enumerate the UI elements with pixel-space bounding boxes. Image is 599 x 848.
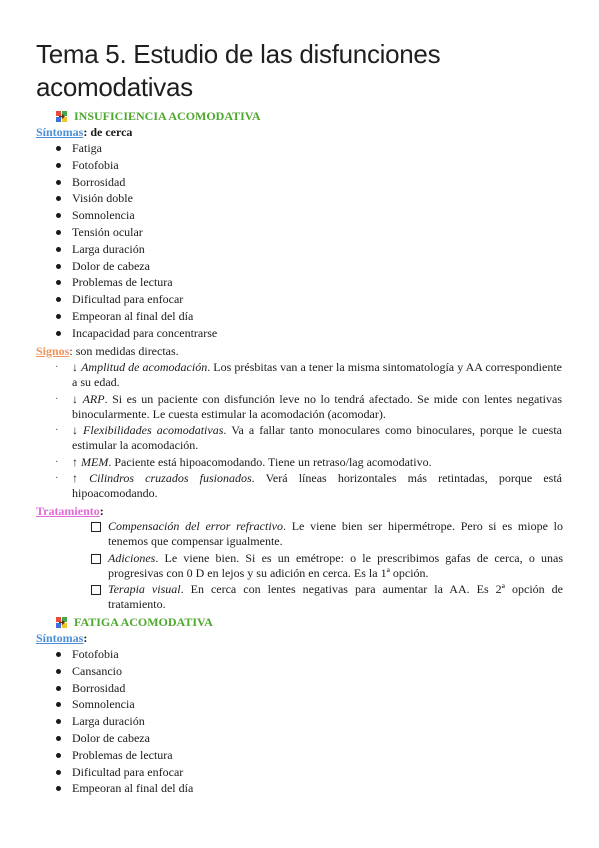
- treatment-suffix: :: [99, 504, 104, 518]
- symptom-item: Dolor de cabeza: [0, 258, 217, 275]
- treatment-term: Terapia visual: [108, 582, 181, 596]
- symptom-item: Fotofobia: [0, 646, 193, 663]
- sign-item: [0, 471, 562, 501]
- four-color-arrow-icon: [56, 111, 67, 122]
- treatment-label: Tratamiento: [36, 504, 100, 518]
- page-title: Tema 5. Estudio de las disfunciones acomodativas: [36, 39, 441, 102]
- symptoms-label: Síntomas: [36, 125, 84, 139]
- sign-item: [0, 423, 562, 453]
- symptom-item: Problemas de lectura: [0, 747, 193, 764]
- sign-text: . Si es un paciente con disfunción leve no lo tendrá afectado. Se mide con lentes negativas binocularmente. Le cuesta estimular la acomodación (acomodar).: [72, 391, 563, 421]
- symptom-item: Dificultad para enfocar: [0, 764, 193, 781]
- treatment-item: [0, 519, 563, 549]
- treatment-text: . En cerca con lentes negativas para aumentar la AA. Es 2ª opción de tratamiento.: [108, 582, 563, 611]
- symptom-item: Larga duración: [0, 713, 193, 730]
- small-dot-icon: ·: [55, 393, 59, 405]
- treatment-item: [0, 582, 563, 612]
- signs-suffix: : son medidas directas.: [69, 344, 179, 358]
- sign-term: Flexibilidades acomodativas: [83, 423, 224, 437]
- sign-arrow: ↑: [72, 454, 78, 469]
- sign-arrow: ↓: [72, 423, 78, 437]
- sign-text: . Los présbitas van a tener la misma sintomatología y AA correspondiente a su edad.: [72, 360, 562, 389]
- treatment-term: Adiciones: [108, 550, 156, 565]
- symptom-item: Somnolencia: [0, 207, 217, 224]
- treatment-text: . Le viene bien ser hipermétrope. Pero si es miope lo tenemos que compensar igualmente.: [108, 519, 563, 548]
- symptoms-line: [36, 124, 132, 140]
- sign-text: . Verá líneas horizontales más retintadas, porque está hipoacomodando.: [72, 471, 563, 500]
- sign-term: Amplitud de acomodación: [81, 360, 208, 374]
- symptom-item: Visión doble: [0, 190, 217, 207]
- section-heading-text: INSUFICIENCIA ACOMODATIVA: [74, 108, 261, 123]
- small-dot-icon: ·: [55, 473, 59, 484]
- symptoms-list: [0, 646, 193, 797]
- sign-arrow: ↑: [72, 471, 78, 485]
- symptom-item: Dolor de cabeza: [0, 730, 193, 747]
- four-color-arrow-icon: [56, 617, 67, 628]
- sign-term: ARP: [82, 391, 105, 406]
- symptom-item: Empeoran al final del día: [0, 308, 217, 325]
- symptoms-list: [0, 140, 217, 342]
- small-dot-icon: ·: [55, 456, 59, 468]
- treatment-text: . Le viene bien. Si es un emétrope: o le prescribimos gafas de cerca, o unas progresivas con 0 D en lejos y su adición en cerca. Es la 1ª opción.: [108, 550, 563, 580]
- symptom-item: Larga duración: [0, 241, 217, 258]
- small-dot-icon: ·: [55, 425, 59, 436]
- checkbox-icon: [91, 585, 101, 595]
- sign-item: [0, 455, 562, 470]
- sign-term: MEM: [81, 454, 109, 469]
- checkbox-icon: [91, 522, 101, 532]
- sign-text: . Paciente está hipoacomodando. Tiene un retraso/lag acomodativo.: [108, 454, 432, 469]
- treatment-line: [36, 503, 104, 519]
- treatment-item: [0, 551, 563, 581]
- symptom-item: Cansancio: [0, 663, 193, 680]
- section-heading-fatiga: [56, 614, 213, 630]
- signs-label: Signos: [36, 344, 70, 358]
- symptoms-suffix: : de cerca: [83, 125, 133, 139]
- section-heading-text: FATIGA ACOMODATIVA: [74, 614, 213, 629]
- symptoms-suffix: :: [83, 631, 88, 645]
- symptom-item: Problemas de lectura: [0, 274, 217, 291]
- symptoms-label: Síntomas: [36, 631, 84, 645]
- sign-text: . Va a fallar tanto monoculares como binoculares, porque le cuesta estimular la acomodación.: [72, 423, 563, 452]
- treatment-list: [0, 519, 599, 614]
- sign-item: [0, 392, 562, 422]
- symptom-item: Incapacidad para concentrarse: [0, 325, 217, 342]
- symptom-item: Fotofobia: [0, 157, 217, 174]
- treatment-term: Compensación del error refractivo: [108, 519, 283, 533]
- symptoms-line: [36, 630, 87, 646]
- sign-arrow: ↓: [72, 360, 78, 374]
- symptom-item: Fatiga: [0, 140, 217, 157]
- sign-item: [0, 360, 562, 390]
- sign-term: Cilindros cruzados fusionados: [89, 471, 252, 485]
- sign-arrow: ↓: [72, 391, 78, 406]
- symptom-item: Dificultad para enfocar: [0, 291, 217, 308]
- signs-list: [0, 360, 599, 503]
- signs-line: [36, 343, 179, 359]
- symptom-item: Tensión ocular: [0, 224, 217, 241]
- small-dot-icon: ·: [55, 362, 59, 373]
- symptom-item: Somnolencia: [0, 696, 193, 713]
- symptom-item: Empeoran al final del día: [0, 780, 193, 797]
- checkbox-icon: [91, 554, 101, 564]
- symptom-item: Borrosidad: [0, 174, 217, 191]
- section-heading-insuficiencia: [56, 108, 261, 124]
- symptom-item: Borrosidad: [0, 680, 193, 697]
